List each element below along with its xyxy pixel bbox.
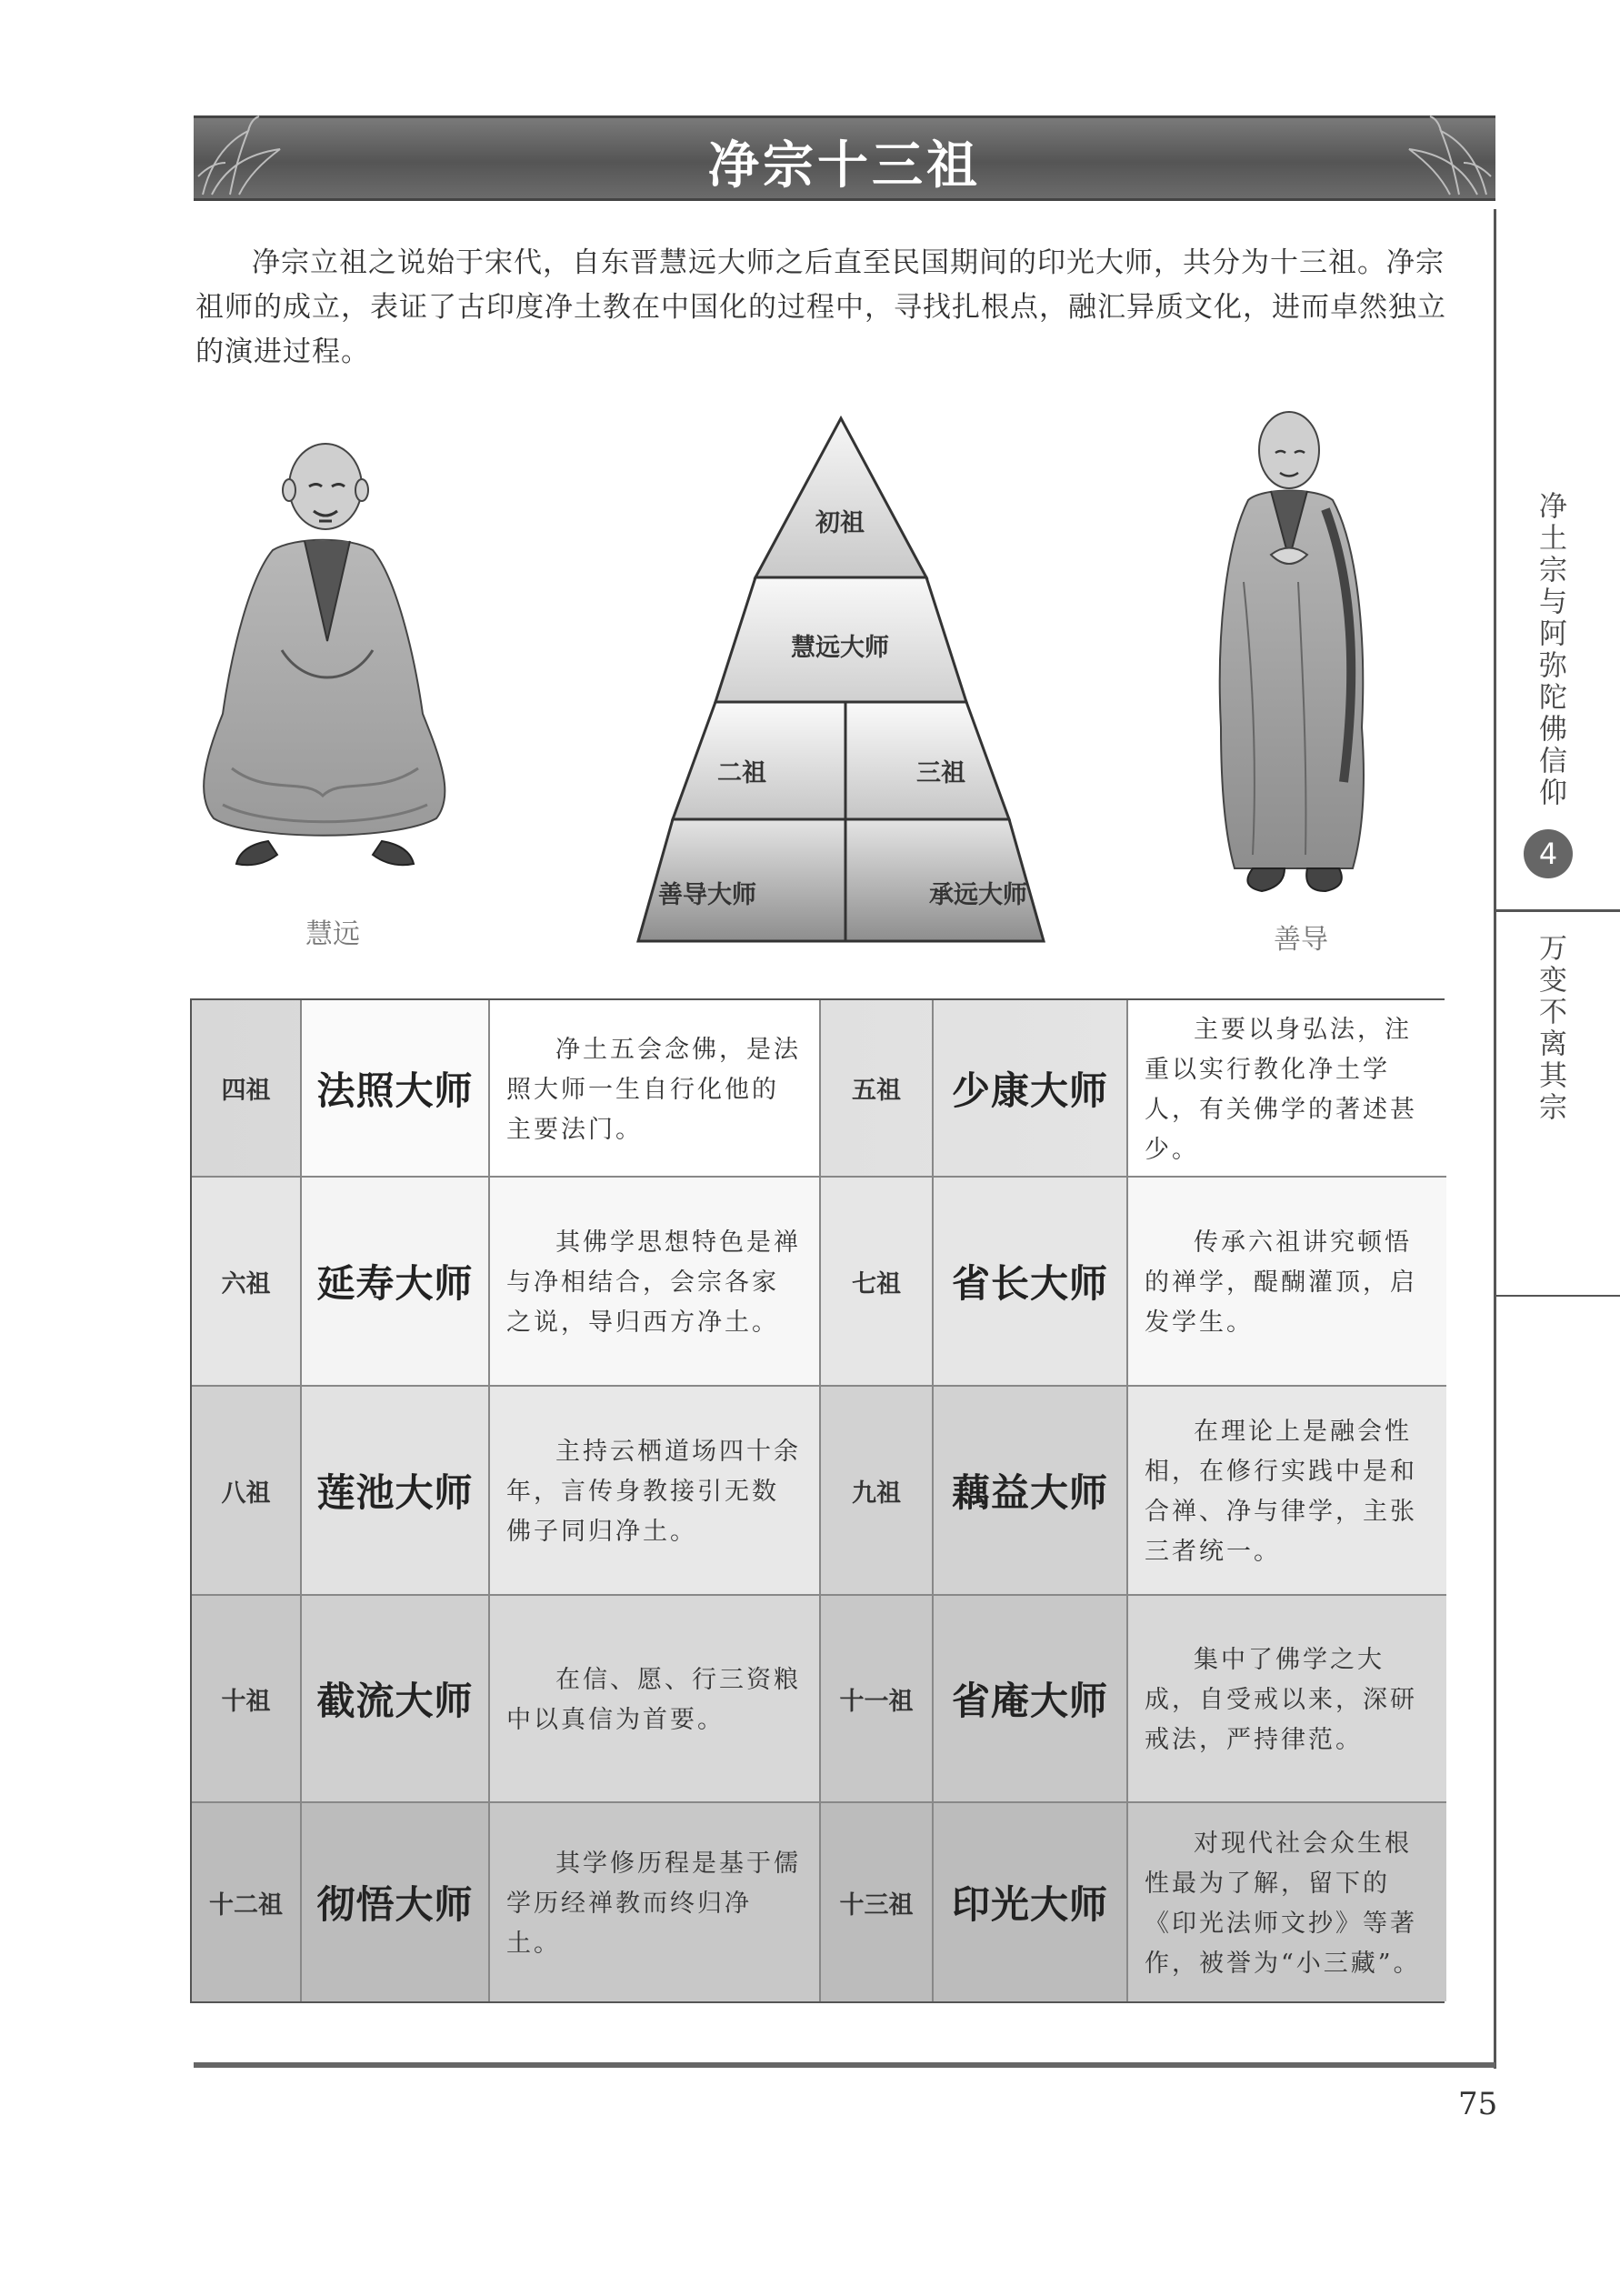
left-figure-caption: 慧远 (305, 918, 360, 950)
patriarch-description: 主要以身弘法，注重以实行教化净土学人，有关佛学的著述甚少。 (1128, 1000, 1446, 1176)
patriarch-name: 省长大师 (934, 1178, 1128, 1385)
patriarch-number: 十一祖 (821, 1596, 934, 1801)
patriarch-number: 十祖 (192, 1596, 302, 1801)
patriarch-pyramid (523, 414, 1159, 950)
pyramid-tier4-left-label: 善导大师 (658, 881, 756, 909)
patriarch-description: 净土五会念佛，是法照大师一生自行化他的主要法门。 (490, 1000, 821, 1176)
patriarch-name: 截流大师 (302, 1596, 490, 1801)
right-figure-caption: 善导 (1274, 924, 1328, 956)
section-title-vertical: 万变不离其宗 (1534, 933, 1566, 1124)
patriarch-table (190, 998, 1445, 2003)
patriarch-name: 少康大师 (934, 1000, 1128, 1176)
table-row (192, 1596, 1446, 1803)
patriarch-name: 藕益大师 (934, 1387, 1128, 1594)
patriarch-description: 对现代社会众生根性最为了解，留下的《印光法师文抄》等著作，被誉为“小三藏”。 (1128, 1803, 1446, 2001)
chapter-title-vertical: 净土宗与阿弥陀佛信仰 (1534, 491, 1566, 809)
page-title: 净宗十三祖 (708, 136, 981, 196)
lotus-ornament-icon (1386, 113, 1495, 204)
patriarch-name: 莲池大师 (302, 1387, 490, 1594)
monk-huiyuan-illustration (195, 414, 450, 905)
table-row (192, 1000, 1446, 1178)
patriarch-number: 六祖 (192, 1178, 302, 1385)
patriarch-number: 八祖 (192, 1387, 302, 1594)
pyramid-tier3-left-label: 二祖 (717, 759, 766, 787)
patriarch-name: 印光大师 (934, 1803, 1128, 2001)
frame-line (1494, 209, 1496, 2069)
pyramid-top-label: 初祖 (815, 509, 865, 537)
patriarch-name: 延寿大师 (302, 1178, 490, 1385)
patriarch-description: 在理论上是融会性相，在修行实践中是和合禅、净与律学，主张三者统一。 (1128, 1387, 1446, 1594)
bottom-rule (194, 2062, 1495, 2068)
patriarch-number: 九祖 (821, 1387, 934, 1594)
patriarch-number: 四祖 (192, 1000, 302, 1176)
table-row (192, 1803, 1446, 2001)
intro-paragraph: 净宗立祖之说始于宋代，自东晋慧远大师之后直至民国期间的印光大师，共分为十三祖。净宗祖师的成立，表证了古印度净土教在中国化的过程中，寻找扎根点，融汇异质文化，进而卓然独立的演进过程。 (195, 246, 1446, 368)
chapter-number-badge: 4 (1524, 829, 1573, 878)
side-tab-divider (1496, 909, 1620, 912)
patriarch-description: 主持云栖道场四十余年，言传身教接引无数佛子同归净土。 (490, 1387, 821, 1594)
patriarch-description: 其学修历程是基于儒学历经禅教而终归净土。 (490, 1803, 821, 2001)
title-banner (194, 115, 1495, 201)
patriarch-number: 十二祖 (192, 1803, 302, 2001)
table-row (192, 1387, 1446, 1596)
pyramid-tier4-right-label: 承远大师 (929, 881, 1027, 909)
side-tab-divider (1496, 1295, 1620, 1297)
patriarch-number: 七祖 (821, 1178, 934, 1385)
patriarch-name: 省庵大师 (934, 1596, 1128, 1801)
patriarch-description: 其佛学思想特色是禅与净相结合，会宗各家之说，导归西方净土。 (490, 1178, 821, 1385)
patriarch-number: 五祖 (821, 1000, 934, 1176)
patriarch-description: 传承六祖讲究顿悟的禅学，醍醐灌顶，启发学生。 (1128, 1178, 1446, 1385)
patriarch-number: 十三祖 (821, 1803, 934, 2001)
patriarch-description: 在信、愿、行三资粮中以真信为首要。 (490, 1596, 821, 1801)
patriarch-name: 彻悟大师 (302, 1803, 490, 2001)
pyramid-tier2-label: 慧远大师 (791, 634, 889, 662)
monk-shandao-illustration (1171, 400, 1407, 909)
patriarch-description: 集中了佛学之大成，自受戒以来，深研戒法，严持律范。 (1128, 1596, 1446, 1801)
table-row (192, 1178, 1446, 1387)
page-number: 75 (1458, 2086, 1498, 2122)
pyramid-tier3-right-label: 三祖 (916, 759, 965, 787)
patriarch-name: 法照大师 (302, 1000, 490, 1176)
